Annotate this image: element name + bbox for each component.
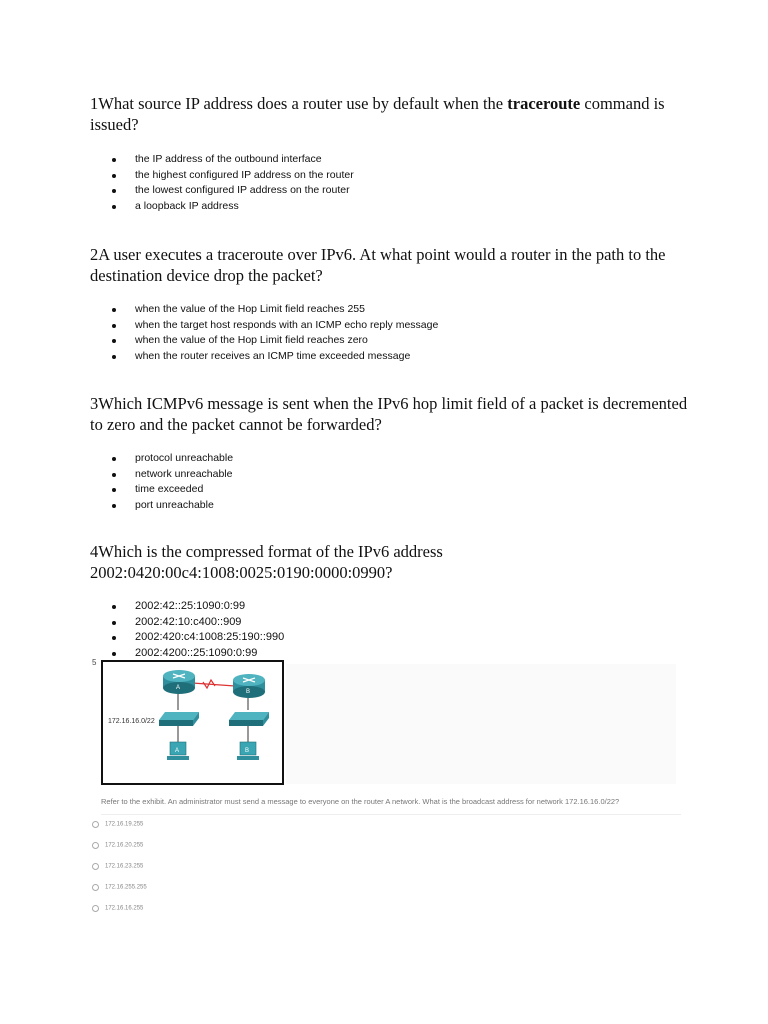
- radio-option[interactable]: [92, 884, 147, 891]
- router-a-label: A: [176, 685, 181, 691]
- list-item: port unreachable: [108, 498, 233, 514]
- radio-option-label: 172.16.255.255: [105, 884, 147, 891]
- list-item: the IP address of the outbound interface: [108, 152, 354, 168]
- list-item: 2002:420:c4:1008:25:190::990: [108, 630, 284, 646]
- pc-b-icon: [237, 742, 259, 760]
- list-item: the lowest configured IP address on the router: [108, 183, 354, 199]
- serial-link-zigzag: [203, 680, 215, 688]
- radio-circle-icon[interactable]: [92, 905, 99, 912]
- radio-option[interactable]: [92, 842, 143, 849]
- question-5-text: Refer to the exhibit. An administrator must send a message to everyone on the router A network. What is the broadcast address for network 172.16.16.0/22?: [101, 797, 681, 815]
- list-item: when the value of the Hop Limit field reaches 255: [108, 302, 438, 318]
- list-item: a loopback IP address: [108, 199, 354, 215]
- list-item: when the value of the Hop Limit field reaches zero: [108, 333, 438, 349]
- question-4-options: [108, 599, 284, 661]
- question-4-line2: 2002:0420:00c4:1008:0025:0190:0000:0990?: [90, 563, 393, 582]
- subnet-label: 172.16.16.0/22: [108, 718, 155, 725]
- question-1: [90, 93, 690, 135]
- radio-circle-icon[interactable]: [92, 821, 99, 828]
- list-item: time exceeded: [108, 482, 233, 498]
- question-1-bold-term: traceroute: [507, 94, 581, 113]
- question-1-options: [108, 152, 354, 214]
- question-1-prefix: 1What source IP address does a router use by default when the: [90, 94, 508, 113]
- router-b-icon: [233, 674, 265, 698]
- question-2-options: [108, 302, 438, 364]
- question-4: [90, 541, 690, 583]
- switch-a-icon: [159, 712, 199, 726]
- list-item: protocol unreachable: [108, 451, 233, 467]
- radio-option[interactable]: [92, 821, 143, 828]
- question-3-options: [108, 451, 233, 513]
- list-item: 2002:4200::25:1090:0:99: [108, 646, 284, 662]
- network-exhibit: [101, 660, 284, 785]
- pc-a-label: A: [175, 748, 180, 754]
- router-a-icon: [163, 670, 195, 694]
- switch-b-icon: [229, 712, 269, 726]
- list-item: when the target host responds with an ICMP echo reply message: [108, 318, 438, 334]
- pc-b-label: B: [245, 748, 250, 754]
- exhibit-background: [286, 664, 676, 784]
- list-item: the highest configured IP address on the router: [108, 168, 354, 184]
- list-item: network unreachable: [108, 467, 233, 483]
- router-b-label: B: [246, 689, 251, 695]
- radio-option-label: 172.16.23.255: [105, 863, 144, 870]
- list-item: 2002:42::25:1090:0:99: [108, 599, 284, 615]
- question-4-line1: 4Which is the compressed format of the IPv6 address: [90, 542, 443, 561]
- question-3: 3Which ICMPv6 message is sent when the IPv6 hop limit field of a packet is decremented to zero and the packet cannot be forwarded?: [90, 394, 688, 434]
- pc-a-icon: [167, 742, 189, 760]
- question-5-number: 5: [92, 658, 97, 667]
- radio-option[interactable]: [92, 905, 143, 912]
- radio-option-label: 172.16.16.255: [105, 905, 144, 912]
- radio-circle-icon[interactable]: [92, 884, 99, 891]
- radio-circle-icon[interactable]: [92, 863, 99, 870]
- radio-option-label: 172.16.19.255: [105, 821, 144, 828]
- radio-option-label: 172.16.20.255: [105, 842, 144, 849]
- list-item: 2002:42:10:c400::909: [108, 615, 284, 631]
- list-item: when the router receives an ICMP time exceeded message: [108, 349, 438, 365]
- radio-circle-icon[interactable]: [92, 842, 99, 849]
- radio-option[interactable]: [92, 863, 143, 870]
- question-1-suffix: command is issued?: [90, 94, 665, 134]
- question-2: 2A user executes a traceroute over IPv6. At what point would a router in the path to the destination device drop the packet?: [90, 245, 666, 285]
